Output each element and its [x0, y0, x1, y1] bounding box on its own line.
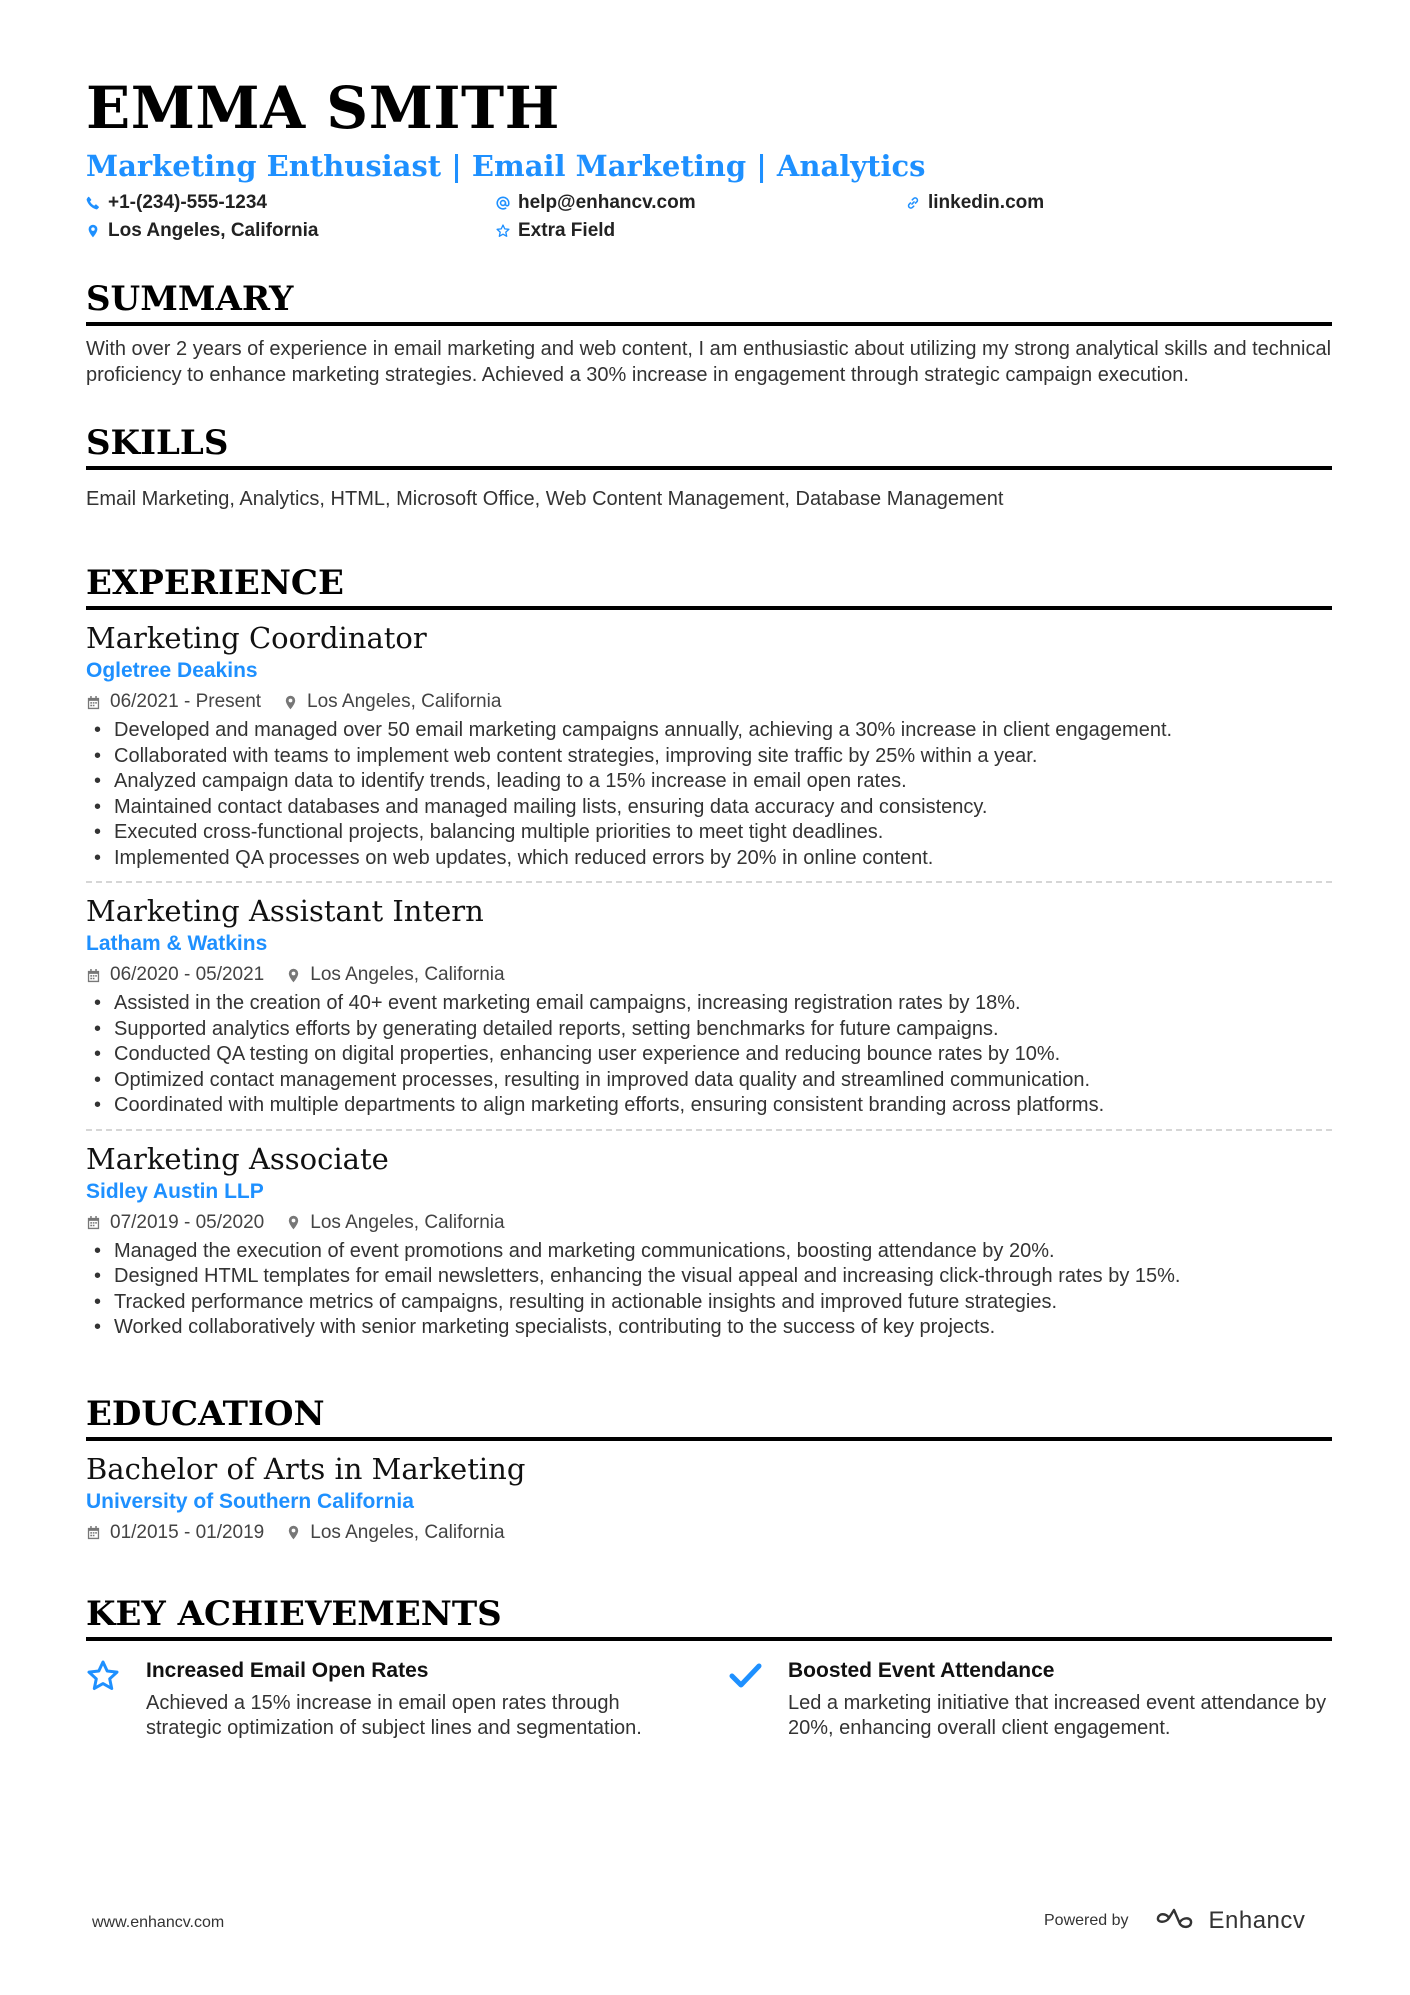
contact-email[interactable]	[496, 190, 906, 216]
school-name: University of Southern California	[86, 1489, 414, 1513]
candidate-tagline: Marketing Enthusiast | Email Marketing | Analytics	[86, 149, 926, 183]
resume-content	[86, 72, 1332, 1742]
achievement-title: Boosted Event Attendance	[788, 1658, 1055, 1682]
list-item: • Executed cross-functional projects, balancing multiple priorities to meet tight deadlines.	[86, 820, 1332, 846]
achievements-heading: KEY ACHIEVEMENTS	[86, 1593, 1332, 1641]
list-item: • Optimized contact management processes, resulting in improved data quality and streamlined communication.	[86, 1068, 1332, 1094]
experience-heading: EXPERIENCE	[86, 562, 1332, 610]
list-item: • Implemented QA processes on web updates, which reduced errors by 20% in online content.	[86, 846, 1332, 872]
contact-linkedin[interactable]	[906, 190, 1326, 216]
job-bullets	[86, 718, 1332, 871]
location-icon	[286, 1215, 310, 1230]
location-icon	[286, 968, 310, 983]
experience-section	[86, 562, 1332, 1351]
list-item: • Coordinated with multiple departments to align marketing efforts, ensuring consistent branding across platforms.	[86, 1093, 1332, 1119]
achievement-item	[86, 1657, 728, 1742]
contact-location	[86, 218, 496, 244]
achievement-title: Increased Email Open Rates	[146, 1658, 429, 1682]
powered-by-text: Powered by	[1044, 1911, 1129, 1929]
education-meta	[86, 1519, 1332, 1547]
education-location: Los Angeles, California	[310, 1521, 505, 1543]
checkmark-icon	[728, 1657, 788, 1742]
list-item: • Analyzed campaign data to identify trends, leading to a 15% increase in email open rates.	[86, 769, 1332, 795]
skills-section	[86, 422, 1332, 512]
star-icon	[86, 1657, 146, 1742]
education-section	[86, 1393, 1332, 1547]
calendar-icon	[86, 968, 110, 983]
achievement-item	[728, 1657, 1332, 1742]
job-meta	[86, 1209, 1332, 1237]
list-item: • Worked collaboratively with senior marketing specialists, contributing to the success of key projects.	[86, 1315, 1332, 1341]
contact-info	[86, 190, 1332, 244]
location-icon	[283, 695, 307, 710]
achievements-section	[86, 1593, 1332, 1742]
candidate-name: EMMA SMITH	[86, 74, 560, 142]
job-title: Marketing Associate	[86, 1141, 389, 1176]
company-name: Latham & Watkins	[86, 932, 268, 955]
location-icon	[86, 224, 108, 238]
achievement-description: Achieved a 15% increase in email open rates through strategic optimization of subject lines and segmentation.	[146, 1691, 642, 1739]
experience-entry	[86, 620, 1332, 883]
job-location: Los Angeles, California	[310, 964, 505, 985]
job-title: Marketing Assistant Intern	[86, 894, 484, 928]
achievement-description: Led a marketing initiative that increased event attendance by 20%, enhancing overall client engagement.	[788, 1691, 1327, 1739]
location-icon	[286, 1525, 310, 1540]
contact-linkedin-text: linkedin.com	[928, 192, 1045, 213]
experience-entry	[86, 1141, 1332, 1351]
job-location: Los Angeles, California	[307, 691, 502, 712]
achievements-list	[86, 1657, 1332, 1742]
summary-heading: SUMMARY	[86, 278, 1332, 326]
job-meta	[86, 688, 1332, 716]
list-item: • Tracked performance metrics of campaigns, resulting in actionable insights and improved future strategies.	[86, 1290, 1332, 1316]
list-item: • Designed HTML templates for email newsletters, enhancing the visual appeal and increasing click-through rates by 15%.	[86, 1264, 1332, 1290]
list-item: • Conducted QA testing on digital properties, enhancing user experience and reducing bounce rates by 10%.	[86, 1042, 1332, 1068]
job-location: Los Angeles, California	[310, 1211, 505, 1233]
contact-extra-field-text: Extra Field	[518, 220, 616, 241]
list-item: • Maintained contact databases and managed mailing lists, ensuring data accuracy and consistency.	[86, 795, 1332, 821]
list-item: • Developed and managed over 50 email marketing campaigns annually, achieving a 30% increase in client engagement.	[86, 718, 1332, 744]
resume-header	[86, 72, 1332, 244]
education-heading: EDUCATION	[86, 1393, 1332, 1441]
contact-email-text: help@enhancv.com	[518, 192, 696, 213]
job-dates: 06/2020 - 05/2021	[110, 964, 265, 985]
brand-name: Enhancv	[1208, 1906, 1306, 1934]
contact-phone[interactable]	[86, 190, 496, 216]
list-item: • Managed the execution of event promotions and marketing communications, boosting attendance by 20%.	[86, 1239, 1332, 1265]
company-name: Sidley Austin LLP	[86, 1179, 264, 1203]
star-icon	[496, 224, 518, 238]
link-icon	[906, 196, 928, 210]
job-dates: 06/2021 - Present	[110, 691, 262, 712]
summary-text: With over 2 years of experience in email marketing and web content, I am enthusiastic about utilizing my strong analytical skills and technical proficiency to enhance marketing strategies. Achieved a 30% increase in engagement through strategic campaign execution.	[86, 338, 1332, 386]
degree-title: Bachelor of Arts in Marketing	[86, 1451, 526, 1486]
enhancv-logo-icon	[1155, 1906, 1201, 1935]
company-name: Ogletree Deakins	[86, 659, 258, 682]
summary-section	[86, 278, 1332, 388]
contact-extra-field	[496, 218, 906, 244]
job-dates: 07/2019 - 05/2020	[110, 1211, 265, 1233]
experience-entry	[86, 893, 1332, 1131]
job-bullets	[86, 1239, 1332, 1341]
list-item: • Assisted in the creation of 40+ event marketing email campaigns, increasing registration rates by 18%.	[86, 991, 1332, 1017]
calendar-icon	[86, 695, 110, 710]
phone-icon	[86, 196, 108, 210]
at-icon	[496, 196, 518, 210]
job-title: Marketing Coordinator	[86, 621, 427, 655]
job-bullets	[86, 991, 1332, 1119]
list-item: • Collaborated with teams to implement web content strategies, improving site traffic by 25% within a year.	[86, 744, 1332, 770]
education-dates: 01/2015 - 01/2019	[110, 1521, 265, 1543]
list-item: • Supported analytics efforts by generating detailed reports, setting benchmarks for future campaigns.	[86, 1017, 1332, 1043]
footer-branding	[1044, 1906, 1305, 1935]
contact-location-text: Los Angeles, California	[108, 220, 319, 241]
calendar-icon	[86, 1215, 110, 1230]
skills-heading: SKILLS	[86, 422, 1332, 470]
skills-text: Email Marketing, Analytics, HTML, Microsoft Office, Web Content Management, Database Management	[86, 488, 1004, 510]
footer-website[interactable]: www.enhancv.com	[92, 1914, 225, 1931]
calendar-icon	[86, 1525, 110, 1540]
contact-phone-text: +1-(234)-555-1234	[108, 192, 267, 213]
job-meta	[86, 961, 1332, 989]
